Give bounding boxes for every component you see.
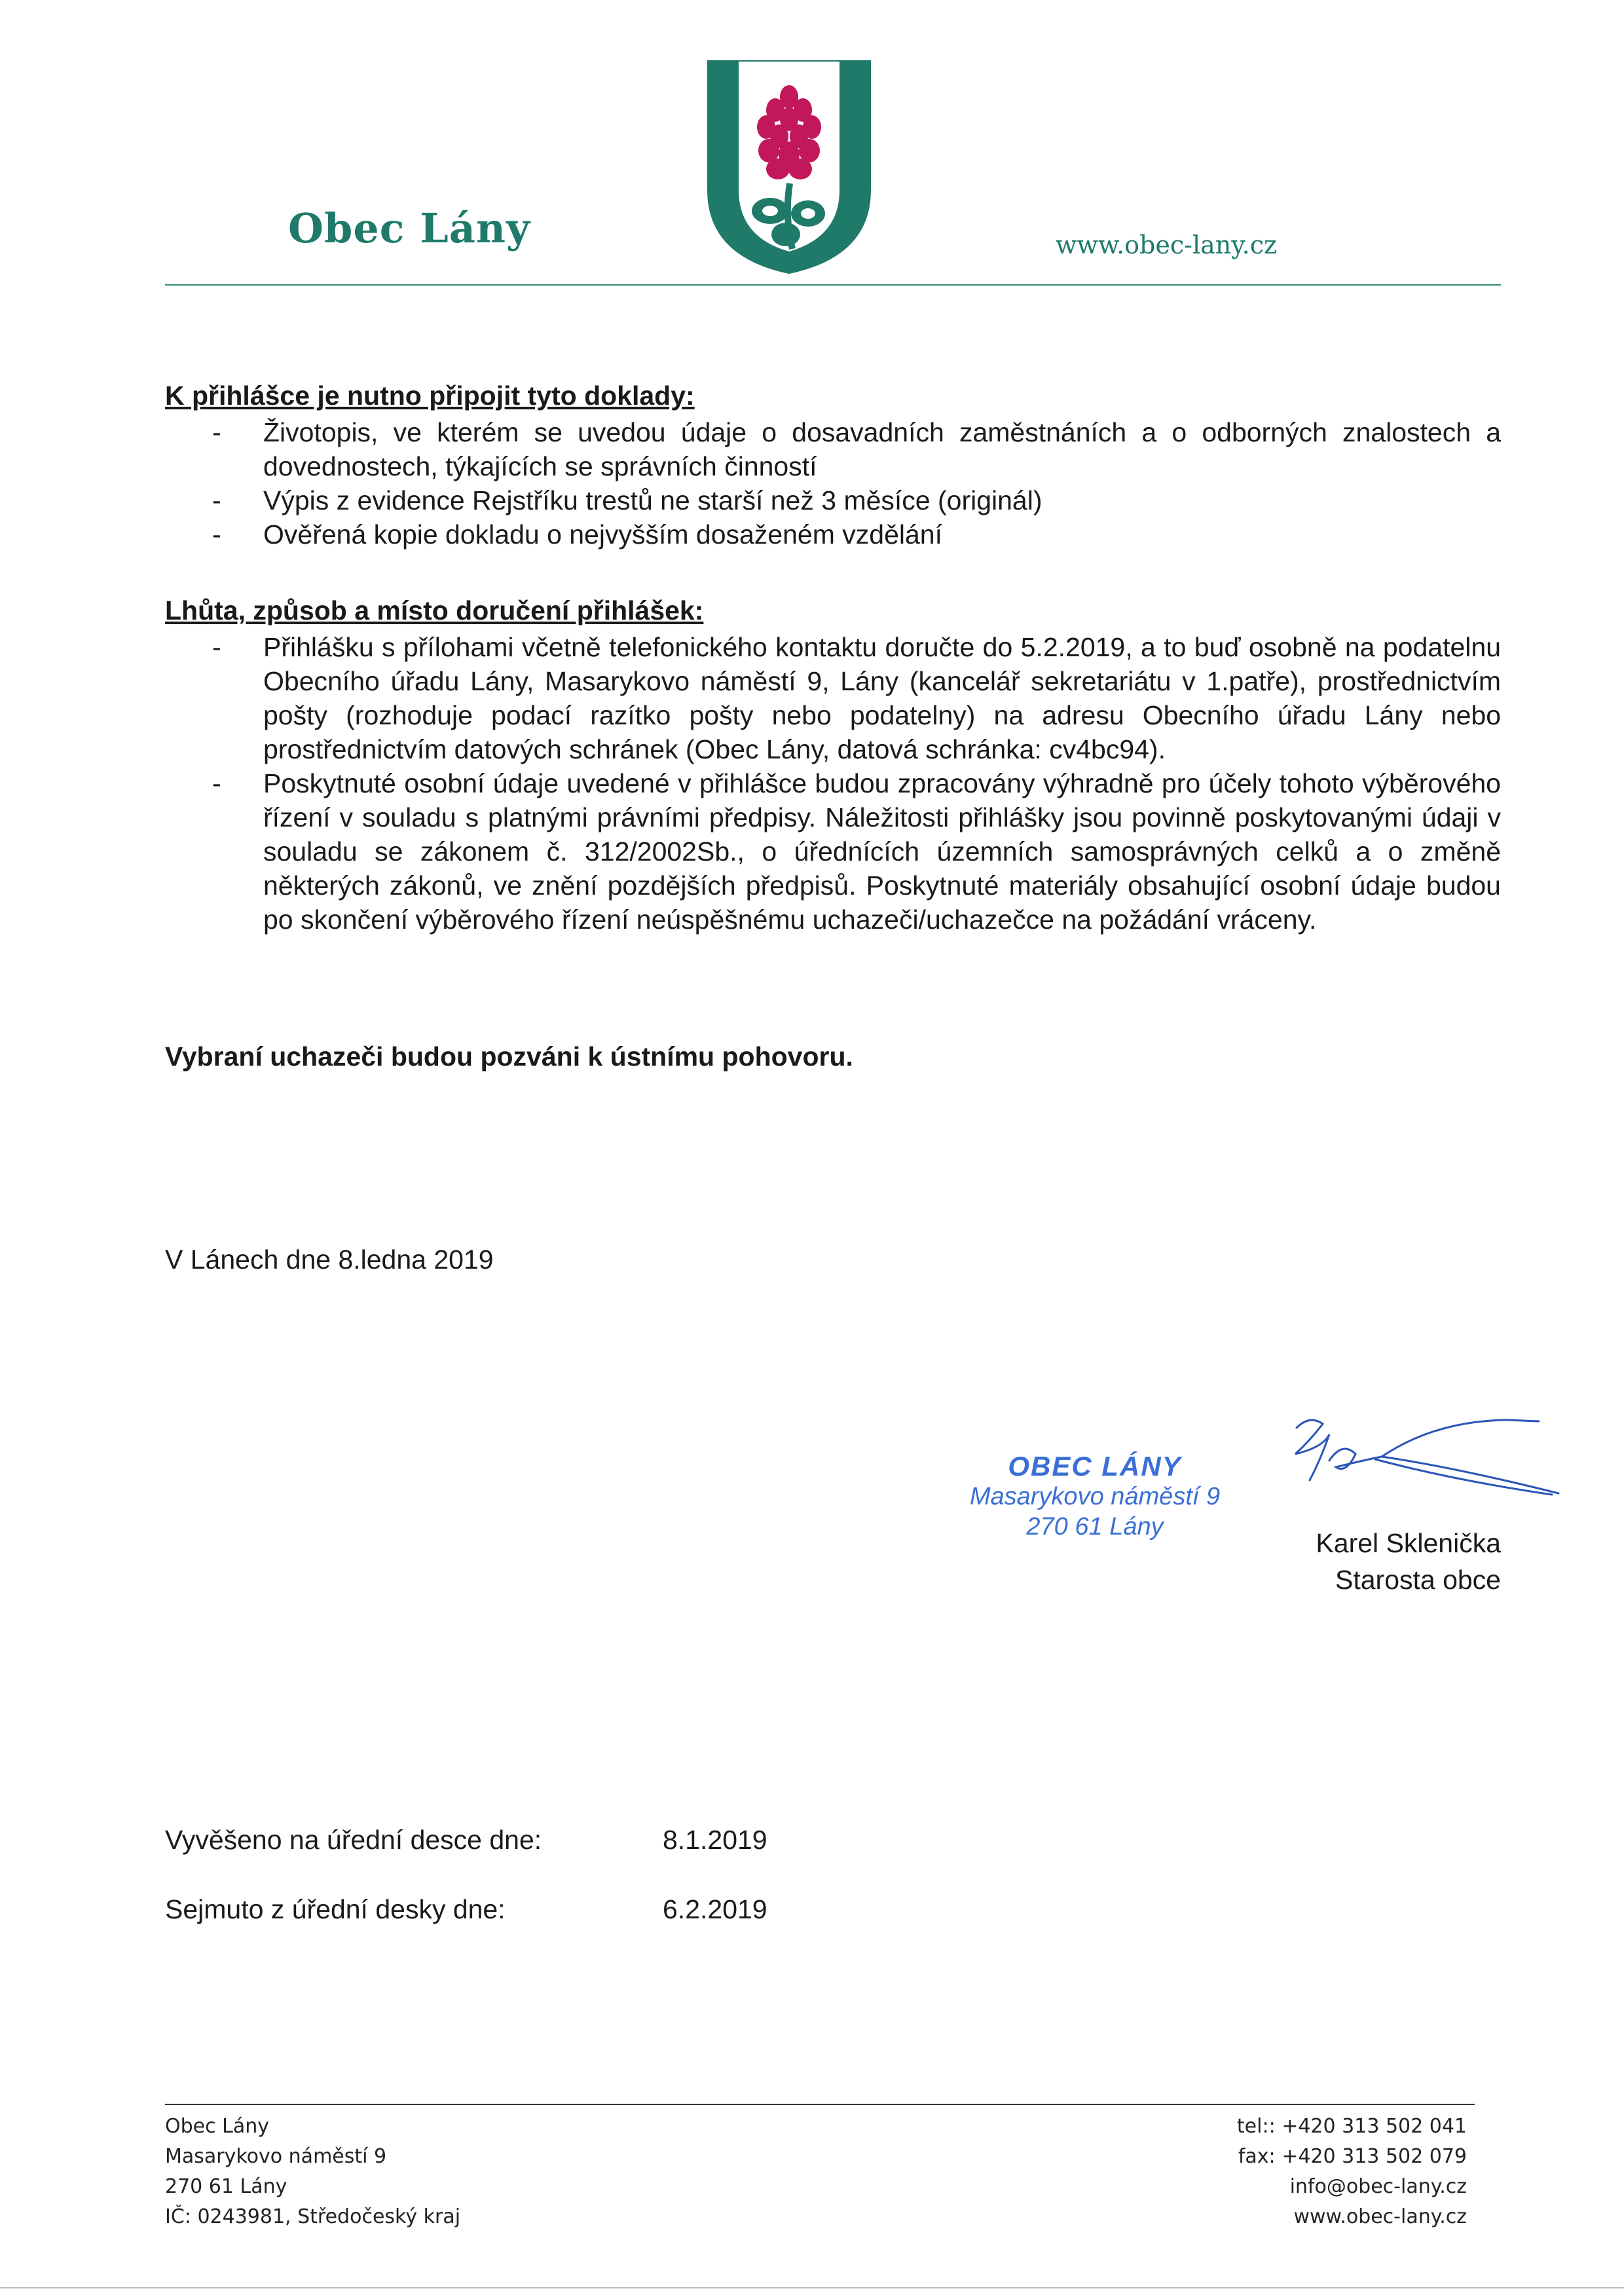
website-header: www.obec-lany.cz [1056,231,1278,259]
org-name: Obec Lány [288,204,531,252]
posted-date: 8.1.2019 [663,1825,767,1855]
footer-line: 270 61 Lány [165,2175,287,2198]
header-divider [165,284,1501,286]
list-item: - Ověřená kopie dokladu o nejvyšším dosaženém vzdělání [212,519,942,550]
list-item: - Poskytnuté osobní údaje uvedené v přihlášce budou zpracovány výhradně pro účely tohoto výběrového řízení v souladu s platnými právními předpisy. Náležitosti přihlášky jsou povinně poskytovanými údaji v souladu se zákonem č. 312/2002Sb., o úřednících územních samosprávných celků a o změně některých zákonů, ve znění pozdějších předpisů. Poskytnuté materiály obsahující osobní údaje budou po skončení výběrového řízení neúspěšnému uchazeči/uchazečce na požádání vráceny. [212,768,1501,935]
footer-email: info@obec-lany.cz [1289,2175,1467,2198]
stamp-street: Masarykovo náměstí 9 [969,1483,1221,1510]
footer-contact [1113,2112,1467,2232]
section2-heading: Lhůta, způsob a místo doručení přihlášek: [165,595,704,625]
list-item: - Výpis z evidence Rejstříku trestů ne starší než 3 měsíce (originál) [212,485,1043,515]
posted-label: Vyvěšeno na úřední desce dne: [165,1825,542,1855]
signer-name: Karel Sklenička [1316,1528,1501,1558]
signer-title: Starosta obce [1335,1565,1501,1595]
signature-icon [1283,1408,1565,1513]
footer-website: www.obec-lany.cz [1293,2205,1467,2228]
footer-divider [165,2104,1475,2105]
stamp-name: OBEC LÁNY [1008,1451,1182,1482]
section2-list [165,630,1501,937]
footer-phone: tel:: +420 313 502 041 [1236,2115,1467,2138]
footer-address [165,2112,460,2232]
footer-line: Obec Lány [165,2115,270,2138]
footer-line: IČ: 0243981, Středočeský kraj [165,2205,461,2228]
removed-label: Sejmuto z úřední desky dne: [165,1894,506,1924]
section1-heading: K přihlášce je nutno připojit tyto doklady: [165,381,695,411]
stamp-city: 270 61 Lány [1026,1513,1164,1540]
signer-block [1270,1525,1501,1598]
section1-list [165,415,1501,551]
footer-line: Masarykovo náměstí 9 [165,2145,387,2168]
list-item: - Životopis, ve kterém se uvedou údaje o dosavadních zaměstnáních a o odborných znalostech a dovednostech, týkajících se správních činností [212,417,1501,481]
page-bottom-line [0,2287,1624,2288]
official-stamp [925,1451,1265,1542]
list-item: - Přihlášku s přílohami včetně telefonického kontaktu doručte do 5.2.2019, a to buď osobně na podatelnu Obecního úřadu Lány, Masarykovo náměstí 9, Lány (kancelář sekretariátu v 1.patře), prostřednictvím pošty (rozhoduje podací razítko pošty nebo podatelny) na adresu Obecního úřadu Lány nebo prostřednictvím datových schránek (Obec Lány, datová schránka: cv4bc94). [212,632,1501,764]
removed-date: 6.2.2019 [663,1894,767,1924]
footer-fax: fax: +420 313 502 079 [1238,2145,1467,2168]
final-note: Vybraní uchazeči budou pozváni k ústnímu pohovoru. [165,1041,853,1072]
date-place: V Lánech dne 8.ledna 2019 [165,1244,494,1275]
coat-of-arms-icon [706,59,872,275]
